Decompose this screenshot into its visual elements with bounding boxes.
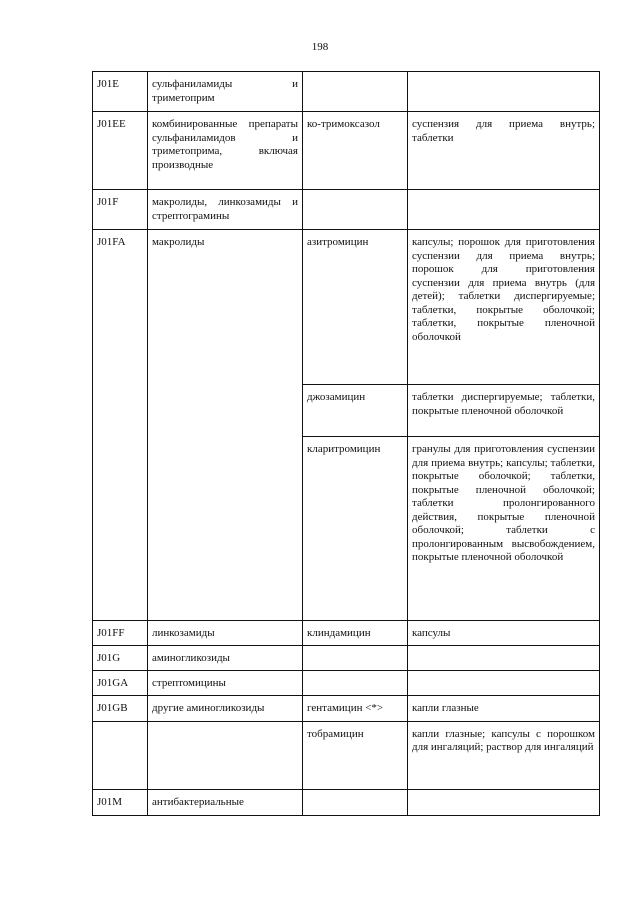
atc-code — [93, 721, 148, 789]
atc-code: J01E — [93, 72, 148, 112]
atc-code: J01GA — [93, 671, 148, 696]
drug-name: ко-тримоксазол — [303, 112, 408, 190]
drug-name: кларитромицин — [303, 437, 408, 621]
table-row — [93, 646, 600, 671]
atc-code: J01M — [93, 789, 148, 815]
dosage-form — [408, 671, 600, 696]
drug-name — [303, 789, 408, 815]
drug-name — [303, 190, 408, 230]
drug-name — [303, 646, 408, 671]
table-row — [93, 112, 600, 190]
atc-code: J01EE — [93, 112, 148, 190]
page-number: 198 — [311, 41, 329, 53]
dosage-form — [408, 72, 600, 112]
group-name: сульфаниламиды и триметоприм — [148, 72, 303, 112]
table-row — [93, 190, 600, 230]
drug-name: клиндамицин — [303, 621, 408, 646]
dosage-form — [408, 789, 600, 815]
drug-name: азитромицин — [303, 230, 408, 385]
drug-name: гентамицин <*> — [303, 695, 408, 721]
table-row — [93, 230, 600, 385]
dosage-form: гранулы для приготовления суспензии для приема внутрь; капсулы; таблетки, покрытые оболочкой; таблетки, покрытые пленочной оболочкой; таблетки пролонгированного действия, покрытые пленочной оболочкой; таблетки с пролонгированным высвобождением, покрытые пленочной оболочкой — [408, 437, 600, 621]
group-name: антибактериальные — [148, 789, 303, 815]
atc-code: J01F — [93, 190, 148, 230]
group-name: макролиды, линкозамиды и стрептограмины — [148, 190, 303, 230]
table-row — [93, 72, 600, 112]
drug-name — [303, 72, 408, 112]
dosage-form: капсулы; порошок для приготовления суспензии для приема внутрь; порошок для приготовления суспензии для приема внутрь (для детей); таблетки диспергируемые; таблетки, покрытые оболочкой; таблетки, покрытые пленочной оболочкой — [408, 230, 600, 385]
drug-name — [303, 671, 408, 696]
dosage-form: капсулы — [408, 621, 600, 646]
atc-code: J01FA — [93, 230, 148, 621]
dosage-form: капли глазные; капсулы с порошком для ингаляций; раствор для ингаляций — [408, 721, 600, 789]
dosage-form — [408, 190, 600, 230]
dosage-form: капли глазные — [408, 695, 600, 721]
drug-name: джозамицин — [303, 385, 408, 437]
table-row — [93, 621, 600, 646]
dosage-form: суспензия для приема внутрь; таблетки — [408, 112, 600, 190]
drug-table — [92, 71, 600, 816]
dosage-form: таблетки диспергируемые; таблетки, покрытые пленочной оболочкой — [408, 385, 600, 437]
group-name: стрептомицины — [148, 671, 303, 696]
group-name: другие аминогликозиды — [148, 695, 303, 721]
table-row — [93, 695, 600, 721]
group-name — [148, 721, 303, 789]
group-name: линкозамиды — [148, 621, 303, 646]
drug-name: тобрамицин — [303, 721, 408, 789]
atc-code: J01G — [93, 646, 148, 671]
dosage-form — [408, 646, 600, 671]
group-name: макролиды — [148, 230, 303, 621]
group-name: аминогликозиды — [148, 646, 303, 671]
table-row — [93, 721, 600, 789]
atc-code: J01FF — [93, 621, 148, 646]
atc-code: J01GB — [93, 695, 148, 721]
group-name: комбинированные препараты сульфаниламидов и триметоприма, включая производные — [148, 112, 303, 190]
table-row — [93, 671, 600, 696]
table-row — [93, 789, 600, 815]
